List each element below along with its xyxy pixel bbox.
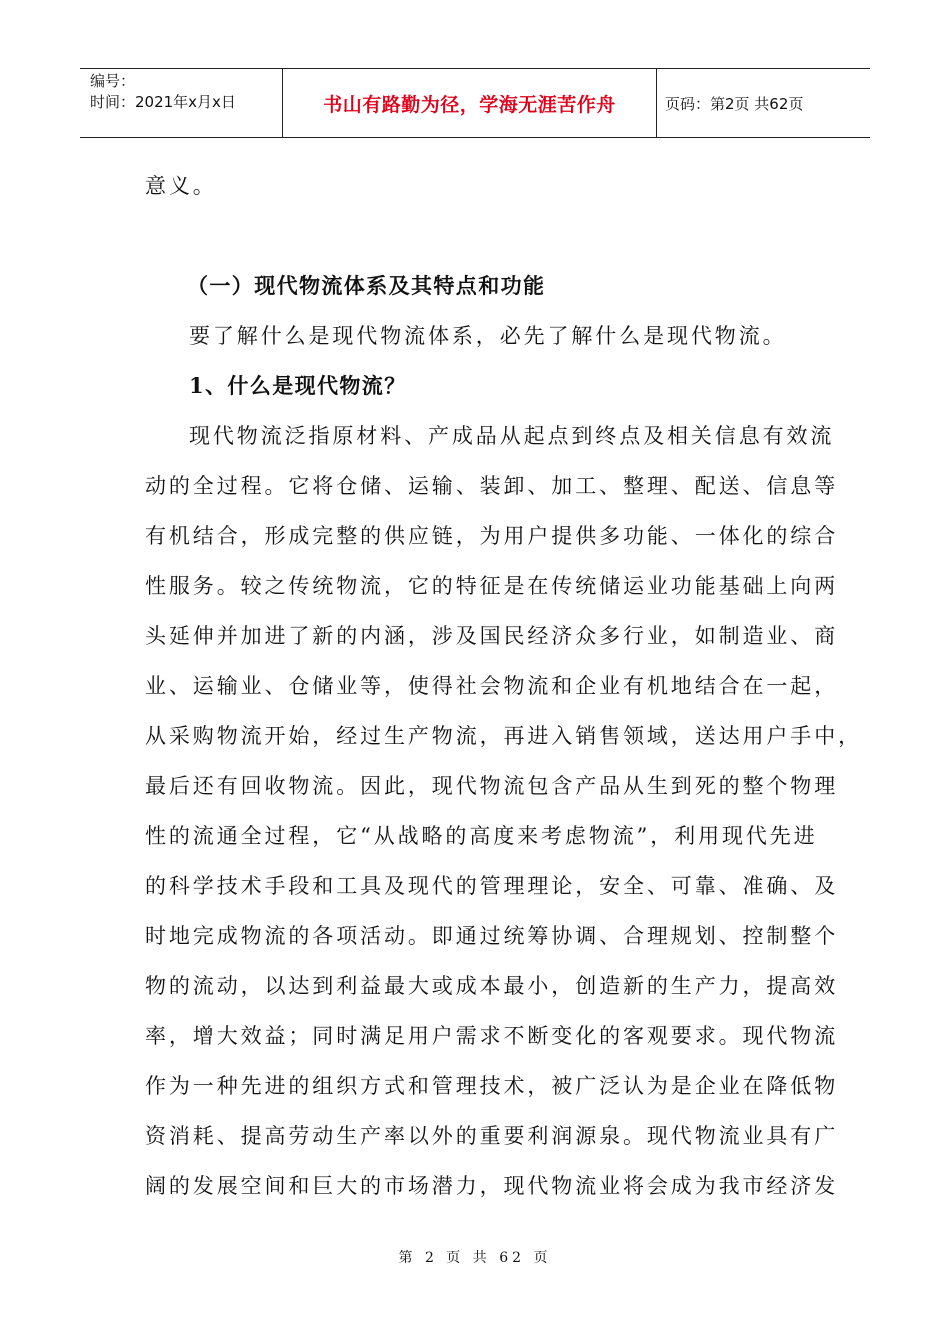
header-page-cell — [657, 69, 870, 137]
section-heading: （一）现代物流体系及其特点和功能 — [187, 273, 546, 298]
page-footer: 第 2 页 共 62 页 — [398, 1250, 552, 1266]
header-table — [80, 68, 870, 138]
para-line: 时地完成物流的各项活动。即通过统筹协调、合理规划、控制整个 — [145, 924, 839, 948]
para-line: 现代物流泛指原材料、产成品从起点到终点及相关信息有效流 — [189, 424, 835, 448]
sub-heading: 1、什么是现代物流？ — [189, 373, 407, 398]
page-info: 页码：第2页 共62页 — [665, 94, 804, 113]
para-line: 有机结合，形成完整的供应链，为用户提供多功能、一体化的综合 — [145, 524, 839, 548]
para-line: 资消耗、提高劳动生产率以外的重要利润源泉。现代物流业具有广 — [145, 1124, 839, 1148]
para-line: 性的流通全过程，它“从战略的高度来考虑物流”，利用现代先进 — [145, 824, 818, 848]
doc-time-label: 时间：2021年x月x日 — [90, 93, 236, 111]
para-line: 从采购物流开始，经过生产物流，再进入销售领域，送达用户手中， — [145, 724, 862, 748]
para-line: 的科学技术手段和工具及现代的管理理论，安全、可靠、准确、及 — [145, 874, 839, 898]
header-motto-cell — [283, 69, 657, 137]
para-line: 作为一种先进的组织方式和管理技术，被广泛认为是企业在降低物 — [145, 1074, 839, 1098]
para-line: 物的流动，以达到利益最大或成本最小，创造新的生产力，提高效 — [145, 974, 839, 998]
para-line: 阔的发展空间和巨大的市场潜力，现代物流业将会成为我市经济发 — [145, 1174, 839, 1198]
para-line: 业、运输业、仓储业等，使得社会物流和企业有机地结合在一起， — [145, 674, 839, 698]
header-meta-cell — [80, 69, 283, 137]
para-line: 动的全过程。它将仓储、运输、装卸、加工、整理、配送、信息等 — [145, 474, 839, 498]
para-line: 最后还有回收物流。因此，现代物流包含产品从生到死的整个物理 — [145, 774, 839, 798]
motto-text: 书山有路勤为径，学海无涯苦作舟 — [323, 93, 616, 116]
para-line: 性服务。较之传统物流，它的特征是在传统储运业功能基础上向两 — [145, 574, 839, 598]
doc-number-label: 编号： — [90, 72, 136, 90]
text-line: 意义。 — [145, 174, 217, 198]
para-line: 头延伸并加进了新的内涵，涉及国民经济众多行业，如制造业、商 — [145, 624, 839, 648]
intro-paragraph: 要了解什么是现代物流体系，必先了解什么是现代物流。 — [189, 324, 787, 348]
para-line: 率，增大效益；同时满足用户需求不断变化的客观要求。现代物流 — [145, 1024, 839, 1048]
